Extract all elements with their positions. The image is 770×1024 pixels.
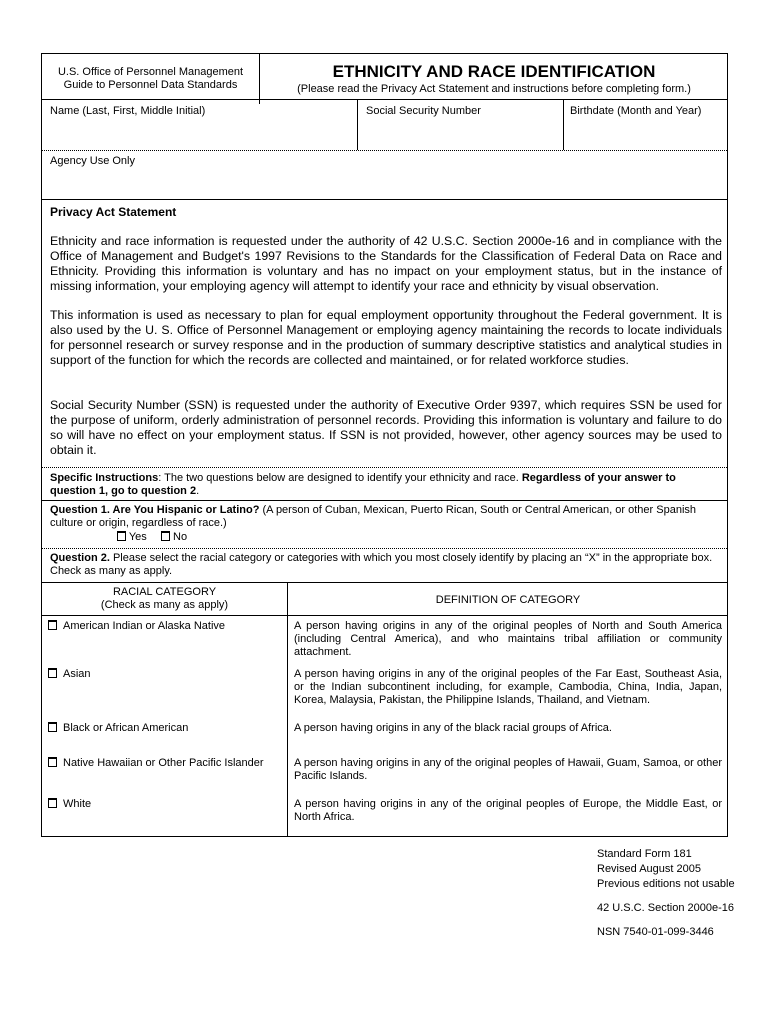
privacy-heading: Privacy Act Statement xyxy=(50,205,177,219)
privacy-paragraph-2: This information is used as necessary to plan for equal employment opportunity throughout the Federal government. It is also used by the U. S. Office of Personnel Management or employing agency maintaining the records to locate individuals for personnel research or survey response and in the production of summary descriptive statistics and analytical studies in support of the function for which the records are collected and maintained, or for related workforce studies. xyxy=(50,308,722,367)
race-definition: A person having origins in any of the original peoples of North and South America (including Central America), and who maintains tribal affiliation or community attachment. xyxy=(294,620,722,658)
nsn-number: NSN 7540-01-099-3446 xyxy=(597,926,714,938)
question-2 xyxy=(50,552,722,578)
question-1-label: Question 1. Are You Hispanic or Latino? xyxy=(50,504,260,516)
racial-category-note: (Check as many as apply) xyxy=(100,599,229,611)
question-1-options xyxy=(117,531,187,544)
table-column-divider xyxy=(287,582,288,837)
race-category-label: Asian xyxy=(63,668,91,680)
name-field-label: Name (Last, First, Middle Initial) xyxy=(50,105,206,117)
divider xyxy=(42,615,727,616)
agency-use-label: Agency Use Only xyxy=(50,155,135,167)
definition-header: DEFINITION OF CATEGORY xyxy=(435,594,581,606)
agency-block xyxy=(42,66,259,92)
race-definition: A person having origins in any of the original peoples of Europe, the Middle East, or North Africa. xyxy=(294,798,722,823)
race-category-label: White xyxy=(63,798,92,810)
question-1-text: (A person of Cuban, Mexican, Puerto Rican, South or Central American, or other Spanish culture or origin, regardless of race.) xyxy=(50,504,696,529)
agency-guide: Guide to Personnel Data Standards xyxy=(63,79,238,91)
previous-editions-note: Previous editions not usable xyxy=(597,878,735,890)
name-input[interactable] xyxy=(43,100,357,149)
instructions-text: : The two questions below are designed to identify your ethnicity and race. xyxy=(158,472,522,484)
black-african-american-checkbox[interactable] xyxy=(48,722,57,732)
table-row xyxy=(48,798,91,811)
form-number: Standard Form 181 xyxy=(597,848,692,860)
question-2-text: Please select the racial category or categories with which you most closely identify by placing an “X” in the appropriate box. Check as many as apply. xyxy=(50,552,713,577)
yes-checkbox[interactable] xyxy=(117,531,126,541)
race-category-label: American Indian or Alaska Native xyxy=(63,620,226,632)
instructions-end: . xyxy=(196,485,200,497)
divider xyxy=(42,548,727,549)
no-label: No xyxy=(173,531,188,543)
divider xyxy=(42,467,727,468)
ssn-input[interactable] xyxy=(358,100,563,149)
divider xyxy=(42,582,727,583)
authority-citation: 42 U.S.C. Section 2000e-16 xyxy=(597,902,734,914)
table-row xyxy=(48,620,225,633)
native-hawaiian-checkbox[interactable] xyxy=(48,757,57,767)
privacy-paragraph-1: Ethnicity and race information is requested under the authority of 42 U.S.C. Section 2000e-16 and in compliance with the Office of Management and Budget's 1997 Revisions to the Standards for the Classification of Federal Data on Race and Ethnicity. Providing this information is voluntary and has no impact on your employment status, but in the instance of missing information, your employing agency will attempt to identify your race and ethnicity by visual observation. xyxy=(50,234,722,293)
race-category-label: Black or African American xyxy=(63,722,189,734)
form-frame xyxy=(41,53,728,837)
agency-name: U.S. Office of Personnel Management xyxy=(57,66,244,78)
revision-date: Revised August 2005 xyxy=(597,863,701,875)
instructions-bold: Regardless of your answer to question 1, go to question 2 xyxy=(50,472,676,497)
agency-use-input[interactable] xyxy=(43,151,728,198)
american-indian-checkbox[interactable] xyxy=(48,620,57,630)
race-category-label: Native Hawaiian or Other Pacific Islander xyxy=(63,757,264,769)
race-definition: A person having origins in any of the black racial groups of Africa. xyxy=(294,722,612,734)
specific-instructions xyxy=(50,472,722,498)
divider xyxy=(42,199,727,200)
white-checkbox[interactable] xyxy=(48,798,57,808)
form-footer xyxy=(597,847,735,940)
race-definition: A person having origins in any of the original peoples of Hawaii, Guam, Samoa, or other Pacific Islands. xyxy=(294,757,722,782)
birthdate-input[interactable] xyxy=(564,100,728,149)
race-definition: A person having origins in any of the original peoples of the Far East, Southeast Asia, or the Indian subcontinent including, for example, Cambodia, China, India, Japan, Korea, Malaysia, Pakistan, the Philippine Islands, Thailand, and Vietnam. xyxy=(294,668,722,706)
form-title: ETHNICITY AND RACE IDENTIFICATION xyxy=(332,62,656,81)
question-1 xyxy=(50,504,722,530)
ssn-field-label: Social Security Number xyxy=(366,105,481,117)
instructions-label: Specific Instructions xyxy=(50,472,159,484)
table-row xyxy=(48,668,91,681)
birthdate-field-label: Birthdate (Month and Year) xyxy=(570,105,702,117)
racial-category-header xyxy=(42,586,287,612)
table-row xyxy=(48,722,188,735)
asian-checkbox[interactable] xyxy=(48,668,57,678)
table-row xyxy=(48,757,264,770)
form-subtitle: (Please read the Privacy Act Statement and instructions before completing form.) xyxy=(297,83,691,95)
yes-label: Yes xyxy=(128,531,147,543)
question-2-label: Question 2. xyxy=(50,552,110,564)
racial-category-title: RACIAL CATEGORY xyxy=(112,586,217,598)
privacy-paragraph-3: Social Security Number (SSN) is requested under the authority of Executive Order 9397, which requires SSN be used for the purpose of uniform, orderly administration of personnel records. Providing this information is voluntary and failure to do so will have no effect on your employment status. If SSN is not provided, however, other agency sources may be used to obtain it. xyxy=(50,398,722,457)
no-checkbox[interactable] xyxy=(161,531,170,541)
divider xyxy=(42,500,727,501)
